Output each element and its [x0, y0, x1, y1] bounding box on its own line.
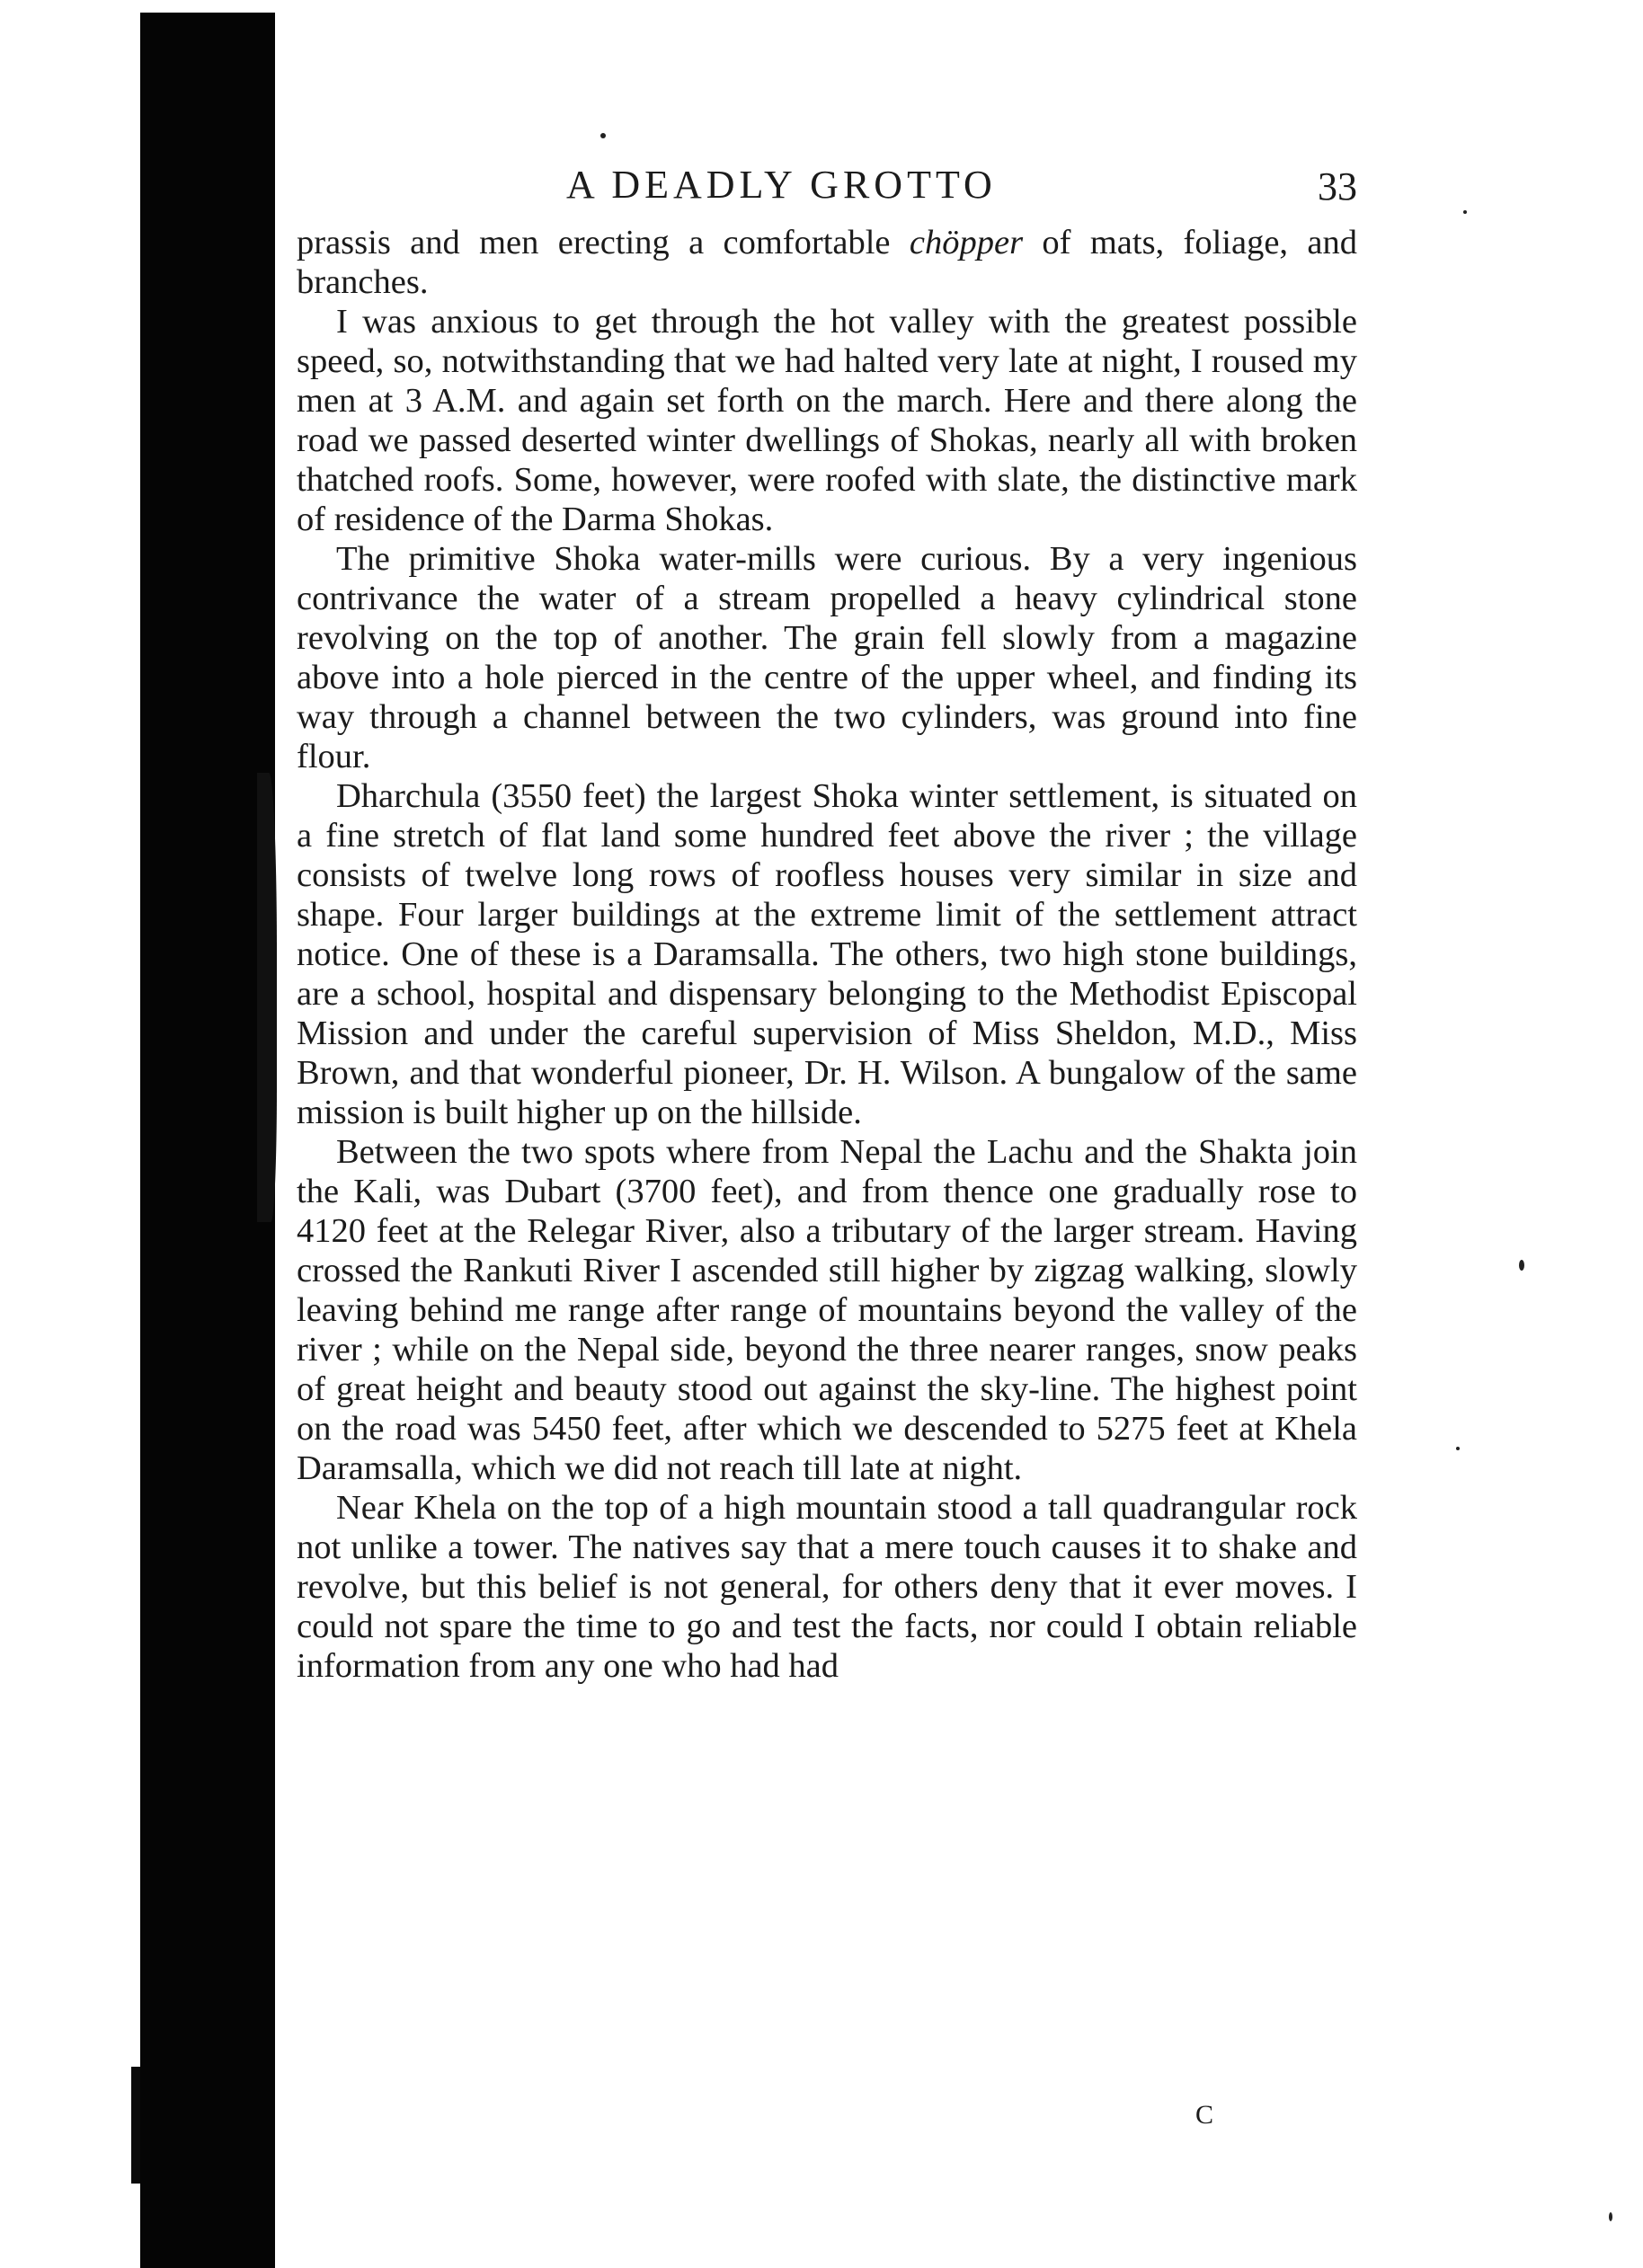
signature-mark: C — [1195, 2100, 1214, 2130]
speck — [1519, 1260, 1524, 1271]
running-head — [297, 158, 1357, 212]
chapter-title: A DEADLY GROTTO — [566, 163, 997, 207]
speck — [1609, 2212, 1612, 2221]
paragraph-1: prassis and men erecting a comfortable chöpper of mats, foliage, and branches. — [297, 224, 1358, 301]
speck — [1463, 210, 1467, 214]
binding-fragment — [131, 2067, 140, 2184]
speck — [1456, 1447, 1460, 1450]
paragraph-3: The primitive Shoka water-mills were curious. By a very ingenious contrivance the water of a stream propelled a heavy cylindrical stone revolving on the top of another. The grain fell slowly from a magazine above into a hole pierced in the centre of the upper wheel, and finding its way through a channel between the two cylinders, was ground into fine flour. — [297, 540, 1357, 775]
page-number: 33 — [1318, 164, 1357, 208]
binding-edge — [257, 773, 277, 1222]
body-text — [297, 223, 1357, 1686]
paragraph-4: Dharchula (3550 feet) the largest Shoka winter settlement, is situated on a fine stretch of flat land some hundred feet above the river ; the village consists of twelve long rows of roofless houses very similar in size and shape. Four larger buildings at the extreme limit of the settlement attract notice. One of these is a Daramsalla. The others, two high stone buildings, are a school, hospital and dispensary belonging to the Methodist Episcopal Mission and under the careful supervision of Miss Sheldon, M.D., Miss Brown, and that wonderful pioneer, Dr. H. Wilson. A bungalow of the same mission is built higher up on the hillside. — [297, 777, 1357, 1131]
paragraph-5: Between the two spots where from Nepal the Lachu and the Shakta join the Kali, was Dubart (3700 feet), and from thence one gradually rose to 4120 feet at the Relegar River, also a tributary of the larger stream. Having crossed the Rankuti River I ascended still higher by zigzag walking, slowly leaving behind me range after range of mountains beyond the valley of the river ; while on the Nepal side, beyond the three nearer ranges, snow peaks of great height and beauty stood out against the sky-line. The highest point on the road was 5450 feet, after which we descended to 5275 feet at Khela Daramsalla, which we did not reach till late at night. — [297, 1133, 1357, 1487]
speck — [600, 133, 606, 138]
paragraph-2: I was anxious to get through the hot valley with the greatest possible speed, so, notwithstanding that we had halted very late at night, I roused my men at 3 A.M. and again set forth on the march. Here and there along the road we passed deserted winter dwellings of Shokas, nearly all with broken thatched roofs. Some, however, were roofed with slate, the distinctive mark of residence of the Darma Shokas. — [297, 303, 1357, 538]
italic-word: chöpper — [909, 224, 1024, 261]
paragraph-6: Near Khela on the top of a high mountain stood a tall quadrangular rock not unlike a tower. The natives say that a mere touch causes it to shake and revolve, but this belief is not general, for others deny that it ever moves. I could not spare the time to go and test the facts, nor could I obtain reliable information from any one who had had — [297, 1489, 1357, 1685]
binding-shadow — [140, 13, 275, 2268]
